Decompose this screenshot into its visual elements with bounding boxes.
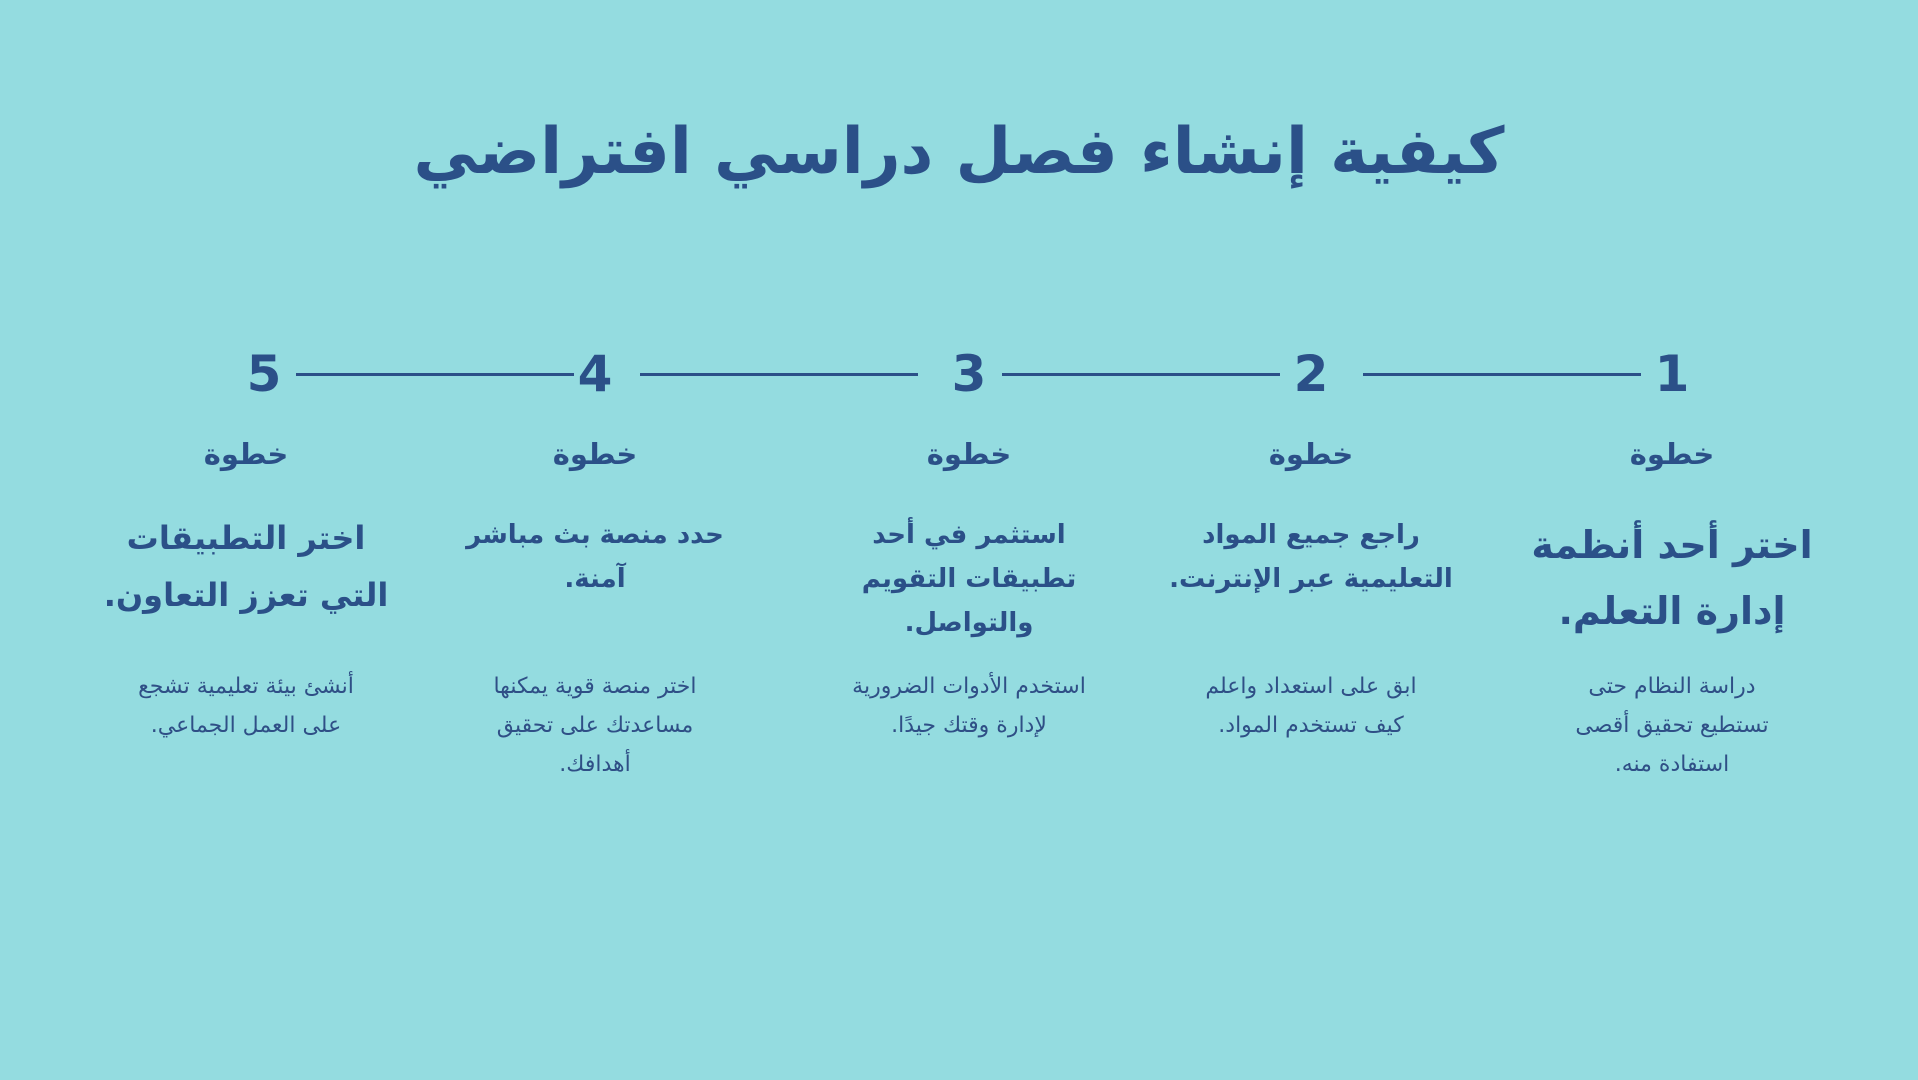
connector-line <box>640 373 918 376</box>
step-number: 1 <box>1654 345 1690 403</box>
step-label: خطوة <box>1629 437 1715 471</box>
step-label: خطوة <box>552 437 638 471</box>
connector-line <box>1363 373 1641 376</box>
step-number: 4 <box>577 345 613 403</box>
step-label: خطوة <box>926 437 1012 471</box>
page-title: كيفية إنشاء فصل دراسي افتراضي <box>413 115 1505 189</box>
step-number: 5 <box>246 345 282 403</box>
step-heading: اختر أحد أنظمة إدارة التعلم. <box>1531 523 1813 633</box>
step-description: دراسة النظام حتى تستطيع تحقيق أقصى استفادة منه. <box>1575 674 1769 777</box>
connector-line <box>296 373 574 376</box>
step-heading: راجع جميع المواد التعليمية عبر الإنترنت. <box>1169 520 1453 594</box>
step-number: 2 <box>1293 345 1329 403</box>
step-label: خطوة <box>203 437 289 471</box>
step-description: استخدم الأدوات الضرورية لإدارة وقتك جيدًا. <box>852 674 1086 738</box>
step-number: 3 <box>951 345 987 403</box>
step-description: اختر منصة قوية يمكنها مساعدتك على تحقيق أهدافك. <box>493 674 697 777</box>
step-label: خطوة <box>1268 437 1354 471</box>
connector-line <box>1002 373 1280 376</box>
step-description: أنشئ بيئة تعليمية تشجع على العمل الجماعي. <box>138 674 354 738</box>
step-description: ابق على استعداد واعلم كيف تستخدم المواد. <box>1205 674 1417 738</box>
step-heading: استثمر في أحد تطبيقات التقويم والتواصل. <box>861 520 1077 638</box>
step-heading: اختر التطبيقات التي تعزز التعاون. <box>103 519 389 614</box>
step-heading: حدد منصة بث مباشر آمنة. <box>466 520 724 594</box>
